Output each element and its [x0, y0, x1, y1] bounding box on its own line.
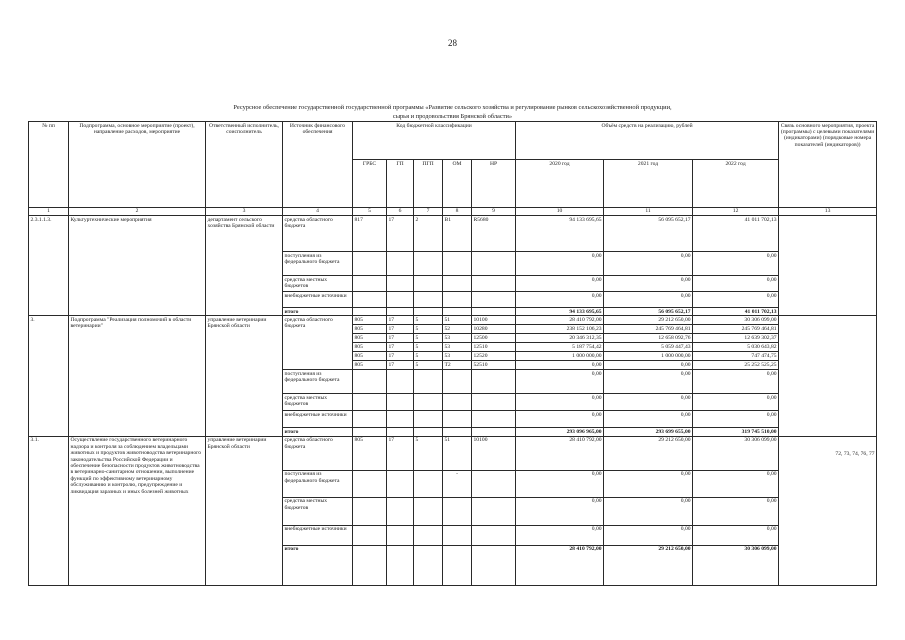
- row-executor: департамент сельского хозяйства Брянской области: [206, 216, 283, 316]
- cell-2022: 0,00: [693, 470, 779, 497]
- cell-2021: 56 095 652,17: [604, 216, 693, 252]
- cell-2020: 0,00: [516, 276, 604, 292]
- header-2020: 2020 год: [516, 160, 604, 208]
- cell-np: 12510: [472, 343, 516, 352]
- cell-grbs: 805: [353, 325, 387, 334]
- cell-2021: 1 000 000,00: [604, 352, 693, 361]
- column-number-row: [29, 208, 877, 216]
- total-2022: 41 011 702,13: [693, 308, 779, 316]
- cell-2020: 5 187 754,42: [516, 343, 604, 352]
- total-2020: 293 096 965,00: [516, 428, 604, 436]
- federal-dash: -: [443, 470, 472, 497]
- cell-np: 12500: [472, 334, 516, 343]
- cell-2020: 28 410 792,00: [516, 316, 604, 325]
- cell-gp: 17: [387, 352, 414, 361]
- cell-2022: 0,00: [693, 411, 779, 428]
- total-2022: 319 745 510,00: [693, 428, 779, 436]
- header-gp: ГП: [387, 160, 414, 208]
- row-name: Культуртехнические мероприятия: [69, 216, 206, 316]
- total-2022: 30 306 099,00: [693, 545, 779, 585]
- cell-2022: 0,00: [693, 497, 779, 525]
- total-2021: 56 095 652,17: [604, 308, 693, 316]
- cell-2020: 94 133 695,65: [516, 216, 604, 252]
- cell-2022: 747 474,75: [693, 352, 779, 361]
- source-total: итого: [283, 308, 353, 316]
- cell-np: R5680: [472, 216, 516, 252]
- header-2022: 2022 год: [693, 160, 779, 208]
- cell-2021: 5 059 447,43: [604, 343, 693, 352]
- table-row: [29, 216, 877, 252]
- cell-2022: 0,00: [693, 292, 779, 308]
- header-np: НР: [472, 160, 516, 208]
- column-number: 2: [69, 208, 206, 216]
- cell-2022: 30 306 099,00: [693, 436, 779, 470]
- cell-2020: 0,00: [516, 525, 604, 545]
- cell-2021: 0,00: [604, 252, 693, 276]
- cell-grbs: 817: [353, 216, 387, 252]
- cell-2021: 12 658 092,76: [604, 334, 693, 343]
- header-volume: Объём средств на реализацию, рублей: [516, 122, 779, 160]
- cell-grbs: 805: [353, 436, 387, 470]
- cell-pgp: 5: [414, 343, 443, 352]
- cell-2021: 29 212 650,00: [604, 316, 693, 325]
- cell-gp: 17: [387, 436, 414, 470]
- header-budget-code: Код бюджетной классификации: [353, 122, 516, 160]
- cell-om: 53: [443, 343, 472, 352]
- header-program: Подпрограмма, основное мероприятие (проект), направление расходов, мероприятие: [69, 122, 206, 208]
- total-2021: 29 212 650,00: [604, 545, 693, 585]
- cell-grbs: 805: [353, 334, 387, 343]
- header-source: Источник финансового обеспечения: [283, 122, 353, 208]
- cell-2022: 0,00: [693, 370, 779, 394]
- cell-2022: 25 252 525,25: [693, 361, 779, 370]
- cell-2021: 0,00: [604, 525, 693, 545]
- row-link: [779, 216, 877, 316]
- cell-2020: 0,00: [516, 394, 604, 411]
- header-row-1: [29, 122, 877, 160]
- cell-2022: 0,00: [693, 394, 779, 411]
- cell-om: 51: [443, 436, 472, 470]
- column-number: 11: [604, 208, 693, 216]
- source-total: итого: [283, 545, 353, 585]
- cell-2022: 0,00: [693, 276, 779, 292]
- cell-2021: 0,00: [604, 276, 693, 292]
- cell-2020: 0,00: [516, 292, 604, 308]
- cell-np: 12520: [472, 352, 516, 361]
- cell-om: 53: [443, 352, 472, 361]
- cell-2021: 0,00: [604, 370, 693, 394]
- column-number: 9: [472, 208, 516, 216]
- row-link: 72, 73, 74, 76, 77: [779, 436, 877, 585]
- cell-2020: 0,00: [516, 470, 604, 497]
- header-num: № пп: [29, 122, 69, 208]
- cell-2021: 0,00: [604, 292, 693, 308]
- cell-gp: 17: [387, 316, 414, 325]
- column-number: 4: [283, 208, 353, 216]
- source-total: итого: [283, 428, 353, 436]
- cell-pgp: 5: [414, 352, 443, 361]
- cell-pgp: 5: [414, 325, 443, 334]
- page-number: 28: [448, 38, 457, 48]
- cell-2020: 0,00: [516, 411, 604, 428]
- page-title: [150, 104, 755, 121]
- row-number: 3.: [29, 316, 69, 436]
- source-local: средства местных бюджетов: [283, 394, 353, 411]
- cell-2022: 0,00: [693, 525, 779, 545]
- cell-2020: 0,00: [516, 370, 604, 394]
- cell-2021: 0,00: [604, 497, 693, 525]
- cell-grbs: 805: [353, 361, 387, 370]
- row-executor: управление ветеринарии Брянской области: [206, 436, 283, 585]
- source-federal: поступления из федерального бюджета: [283, 470, 353, 497]
- source-offbudget: внебюджетные источники: [283, 411, 353, 428]
- cell-pgp: 2: [414, 216, 443, 252]
- cell-gp: 17: [387, 216, 414, 252]
- cell-2021: 245 769 464,81: [604, 325, 693, 334]
- row-executor: управление ветеринарии Брянской области: [206, 316, 283, 436]
- source-local: средства местных бюджетов: [283, 497, 353, 525]
- table-row: [29, 436, 877, 470]
- cell-pgp: 5: [414, 334, 443, 343]
- cell-om: Т2: [443, 361, 472, 370]
- cell-np: 10100: [472, 316, 516, 325]
- cell-pgp: 5: [414, 361, 443, 370]
- cell-om: В1: [443, 216, 472, 252]
- column-number: 13: [779, 208, 877, 216]
- cell-gp: 17: [387, 343, 414, 352]
- header-om: ОМ: [443, 160, 472, 208]
- column-number: 1: [29, 208, 69, 216]
- source-offbudget: внебюджетные источники: [283, 525, 353, 545]
- cell-grbs: 805: [353, 316, 387, 325]
- row-name: Осуществление государственного ветеринарного надзора и контроля за соблюдением владельцами животных и продуктов животноводства ветеринарного законодательства Российской Федерации и обеспечение безопасности продуктов животноводства в ветеринарно-санитарном отношении, выполнение функций по эффективному ветеринарному обслуживанию и контролю, предупреждение и ликвидация заразных и иных болезней животных: [69, 436, 206, 585]
- resource-table: [28, 121, 877, 586]
- column-number: 3: [206, 208, 283, 216]
- cell-2022: 30 306 099,00: [693, 316, 779, 325]
- cell-2020: 1 000 000,00: [516, 352, 604, 361]
- source-regional: средства областного бюджета: [283, 316, 353, 370]
- cell-2021: 0,00: [604, 411, 693, 428]
- cell-grbs: 805: [353, 352, 387, 361]
- column-number: 12: [693, 208, 779, 216]
- cell-2022: 0,00: [693, 252, 779, 276]
- cell-pgp: 5: [414, 316, 443, 325]
- header-grbs: ГРБС: [353, 160, 387, 208]
- source-regional: средства областного бюджета: [283, 216, 353, 252]
- cell-2020: 28 410 792,00: [516, 436, 604, 470]
- cell-om: 52: [443, 325, 472, 334]
- title-line-1: Ресурсное обеспечение государственной государственной программы «Развитие сельского хозяйства и регулирование рынков сельскохозяйственной продукции,: [233, 104, 672, 111]
- header-2021: 2021 год: [604, 160, 693, 208]
- cell-np: 10280: [472, 325, 516, 334]
- cell-pgp: 5: [414, 436, 443, 470]
- cell-2020: 238 152 106,23: [516, 325, 604, 334]
- cell-grbs: 805: [353, 343, 387, 352]
- total-2021: 293 699 655,00: [604, 428, 693, 436]
- total-2020: 28 410 792,00: [516, 545, 604, 585]
- row-name: Подпрограмма "Реализация полномочий в области ветеринарии": [69, 316, 206, 436]
- cell-2020: 0,00: [516, 252, 604, 276]
- source-federal: поступления из федерального бюджета: [283, 252, 353, 276]
- cell-om: 51: [443, 316, 472, 325]
- table-row: [29, 316, 877, 325]
- cell-2022: 41 011 702,13: [693, 216, 779, 252]
- cell-2021: 29 212 650,00: [604, 436, 693, 470]
- row-number: 3.1.: [29, 436, 69, 585]
- cell-2022: 5 030 643,82: [693, 343, 779, 352]
- row-number: 2.3.1.1.3.: [29, 216, 69, 316]
- header-executor: Ответственный исполнитель, соисполнитель: [206, 122, 283, 208]
- cell-2022: 12 639 302,37: [693, 334, 779, 343]
- row-link: [779, 316, 877, 436]
- column-number: 8: [443, 208, 472, 216]
- column-number: 6: [387, 208, 414, 216]
- cell-gp: 17: [387, 334, 414, 343]
- cell-gp: 17: [387, 361, 414, 370]
- column-number: 7: [414, 208, 443, 216]
- cell-np: 10100: [472, 436, 516, 470]
- column-number: 5: [353, 208, 387, 216]
- header-link: Связь основного мероприятия, проекта (программы) с целевыми показателями (индикаторами) (порядковые номера показателей (индикаторов)): [779, 122, 877, 208]
- title-line-2: сырья и продовольствия Брянской области»: [392, 112, 513, 120]
- cell-2020: 0,00: [516, 361, 604, 370]
- source-regional: средства областного бюджета: [283, 436, 353, 470]
- source-federal: поступления из федерального бюджета: [283, 370, 353, 394]
- source-offbudget: внебюджетные источники: [283, 292, 353, 308]
- header-pgp: ПГП: [414, 160, 443, 208]
- cell-2021: 0,00: [604, 361, 693, 370]
- source-local: средства местных бюджетов: [283, 276, 353, 292]
- cell-2020: 20 346 312,35: [516, 334, 604, 343]
- cell-np: 52510: [472, 361, 516, 370]
- column-number: 10: [516, 208, 604, 216]
- cell-2021: 0,00: [604, 394, 693, 411]
- cell-om: 53: [443, 334, 472, 343]
- cell-2021: 0,00: [604, 470, 693, 497]
- cell-2020: 0,00: [516, 497, 604, 525]
- total-2020: 94 133 695,65: [516, 308, 604, 316]
- cell-2022: 245 769 464,81: [693, 325, 779, 334]
- cell-gp: 17: [387, 325, 414, 334]
